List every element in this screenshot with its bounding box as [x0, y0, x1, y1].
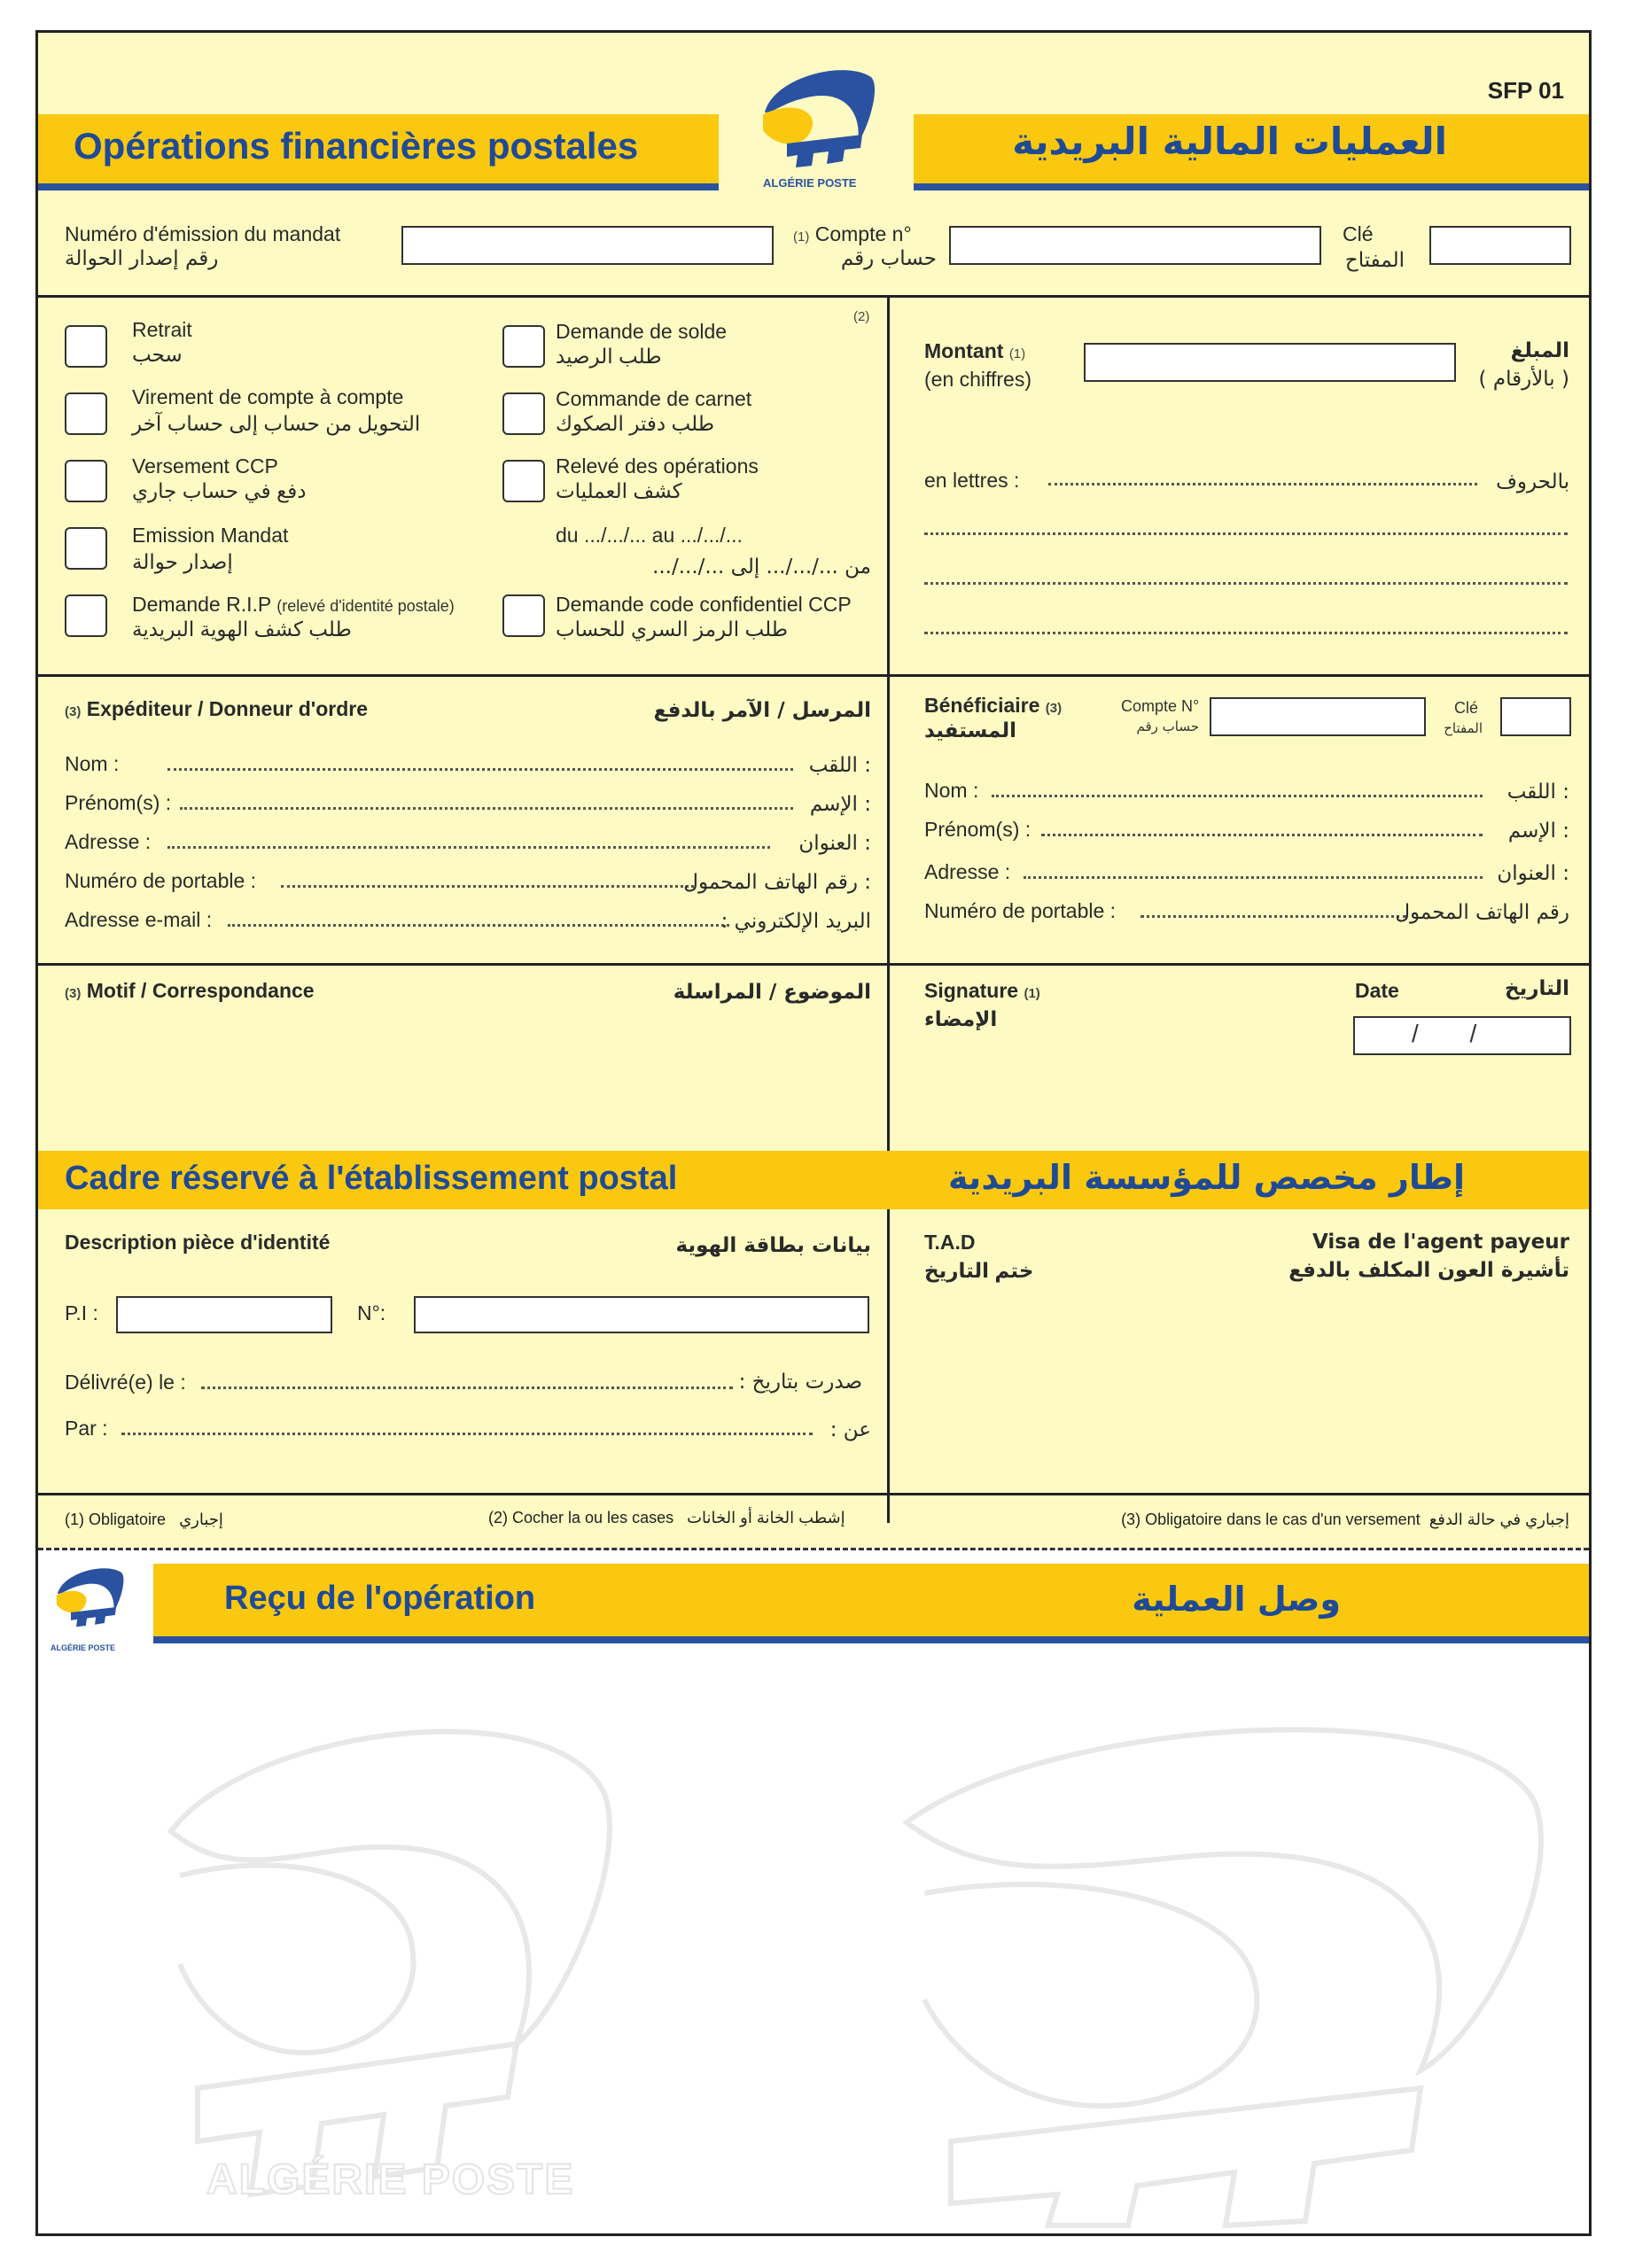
checkbox-releve[interactable]: [502, 460, 545, 502]
tad-label-ar: ختم التاريخ: [924, 1259, 1034, 1282]
divider-footnotes: [38, 1493, 1589, 1495]
op-carnet-fr: Commande de carnet: [556, 387, 752, 410]
watermark-text: ALGÉRIE POSTE: [206, 2156, 575, 2203]
lettres-label-ar: بالحروف: [1496, 470, 1569, 493]
exp-adresse-line[interactable]: [167, 846, 770, 849]
op-releve-fr: Relevé des opérations: [556, 454, 759, 478]
watermark-logo-left: [144, 1672, 641, 2221]
compte-label-ar: حساب رقم: [840, 247, 937, 270]
checkbox-code[interactable]: [502, 594, 545, 637]
exp-email-line[interactable]: [228, 924, 729, 927]
exp-portable-fr: Numéro de portable :: [65, 869, 257, 892]
op-carnet-ar: طلب دفتر الصكوك: [556, 412, 715, 435]
ben-nom-line[interactable]: [992, 795, 1483, 797]
divider-row1: [38, 295, 1589, 298]
divider-row3: [38, 963, 1589, 966]
tear-line: [38, 1548, 1589, 1550]
ben-prenom-ar: : الإسم: [1507, 819, 1569, 843]
period-fr: du .../.../... au .../.../...: [556, 524, 743, 547]
op-code-fr: Demande code confidentiel CCP: [556, 593, 852, 616]
recu-band-underline: [153, 1636, 1589, 1643]
exp-portable-line[interactable]: [281, 885, 694, 888]
montant-input[interactable]: [1084, 343, 1456, 382]
ben-nom-ar: : اللقب: [1506, 781, 1569, 804]
op-versement-ar: دفع في حساب جاري: [132, 479, 307, 502]
visa-label-ar: تأشيرة العون المكلف بالدفع: [1288, 1259, 1569, 1282]
lettres-line-3[interactable]: [924, 582, 1568, 585]
montant-label-ar: المبلغ: [1510, 339, 1569, 362]
ben-prenom-fr: Prénom(s) :: [924, 818, 1031, 841]
no-input[interactable]: [414, 1296, 869, 1333]
par-line[interactable]: [121, 1433, 813, 1435]
recu-logo: [47, 1562, 136, 1659]
par-label-fr: Par :: [65, 1417, 108, 1440]
date-label-ar: التاريخ: [1505, 977, 1569, 1000]
expediteur-title-ar: المرسل / الآمر بالدفع: [653, 699, 871, 722]
small-logo-text: ALGÉRIE POSTE: [51, 1643, 116, 1652]
checkbox-emission[interactable]: [65, 527, 107, 570]
motif-area[interactable]: [56, 1016, 880, 1140]
op-versement-fr: Versement CCP: [132, 454, 278, 478]
op-solde-ar: طلب الرصيد: [556, 345, 662, 368]
ben-portable-ar: رقم الهاتف المحمول: [1395, 901, 1569, 924]
ben-adresse-ar: : العنوان: [1497, 862, 1569, 885]
exp-adresse-ar: : العنوان: [798, 832, 871, 855]
title-fr: Opérations financières postales: [74, 125, 639, 167]
visa-area[interactable]: [915, 1300, 1571, 1512]
exp-email-fr: Adresse e-mail :: [65, 908, 213, 931]
exp-portable-ar: : رقم الهاتف المحمول: [683, 871, 871, 894]
footnote-1: (1) Obligatoire إجباري: [65, 1511, 223, 1528]
checkbox-retrait[interactable]: [65, 325, 107, 368]
no-label: N°:: [357, 1301, 386, 1324]
lettres-label-fr: en lettres :: [924, 469, 1020, 492]
cadre-title-fr: Cadre réservé à l'établissement postal: [65, 1160, 678, 1197]
recu-title-fr: Reçu de l'opération: [224, 1580, 536, 1617]
exp-prenom-fr: Prénom(s) :: [65, 791, 172, 814]
exp-nom-line[interactable]: [167, 768, 793, 771]
logo-icon: [747, 59, 880, 192]
op-rip-fr: Demande R.I.P (relevé d'identité postale): [132, 593, 455, 616]
par-label-ar: عن :: [829, 1418, 871, 1441]
motif-title-ar: الموضوع / المراسلة: [673, 981, 871, 1004]
ben-nom-fr: Nom :: [924, 779, 979, 802]
delivre-label-ar: صدرت بتاريخ :: [738, 1371, 862, 1394]
op-code-ar: طلب الرمز السري للحساب: [556, 617, 789, 641]
logo-text: ALGÉRIE POSTE: [763, 176, 857, 190]
op-virement-ar: التحويل من حساب إلى حساب آخر: [132, 412, 421, 435]
op-emission-ar: إصدار حوالة: [132, 550, 233, 573]
beneficiaire-title-fr: Bénéficiaire (3): [924, 694, 1063, 717]
checkbox-rip[interactable]: [65, 594, 107, 637]
recu-title-ar: وصل العملية: [1132, 1580, 1341, 1619]
watermark-logo-right: [871, 1681, 1580, 2230]
exp-adresse-fr: Adresse :: [65, 830, 152, 853]
cle-label-fr: Clé: [1343, 222, 1374, 245]
checkbox-versement[interactable]: [65, 460, 107, 502]
pi-input[interactable]: [116, 1296, 332, 1333]
exp-nom-ar: : اللقب: [808, 754, 871, 777]
motif-title-fr: (3) Motif / Correspondance: [65, 979, 315, 1002]
date-value: / /: [1412, 1020, 1477, 1047]
lettres-line-4[interactable]: [924, 632, 1568, 634]
postal-form: [35, 30, 1592, 2236]
signature-title-ar: الإمضاء: [924, 1007, 998, 1030]
compte-label-fr: (1) Compte n°: [793, 222, 912, 245]
mandat-number-input[interactable]: [401, 226, 774, 265]
ben-portable-fr: Numéro de portable :: [924, 899, 1117, 922]
montant-label-fr2: (en chiffres): [924, 368, 1032, 391]
checkbox-carnet[interactable]: [502, 392, 545, 435]
expediteur-title-fr: (3) Expéditeur / Donneur d'ordre: [65, 697, 369, 720]
op-virement-fr: Virement de compte à compte: [132, 385, 404, 408]
checkbox-solde[interactable]: [502, 325, 545, 368]
op-retrait-ar: سحب: [132, 343, 183, 366]
period-ar: من .../.../... إلى .../.../...: [652, 555, 871, 579]
cle-input[interactable]: [1429, 226, 1571, 265]
ben-cle-ar: المفتاح: [1444, 720, 1483, 736]
ben-compte-fr: Compte N°: [1121, 697, 1200, 715]
divider-center: [887, 295, 890, 1190]
title-band-right-underline: [914, 183, 1589, 190]
ben-compte-input[interactable]: [1210, 697, 1426, 736]
exp-prenom-line[interactable]: [180, 807, 793, 810]
title-band-left-underline: [38, 183, 719, 190]
lettres-line-1[interactable]: [1048, 483, 1477, 485]
beneficiaire-title-ar: المستفيد: [924, 718, 1016, 742]
op-solde-fr: Demande de solde: [556, 320, 728, 343]
exp-prenom-ar: : الإسم: [809, 793, 871, 816]
ben-portable-line[interactable]: [1140, 915, 1406, 918]
form-code: SFP 01: [1487, 77, 1564, 104]
op-emission-fr: Emission Mandat: [132, 524, 289, 547]
algerie-poste-logo: [747, 59, 880, 192]
tad-label-fr: T.A.D: [924, 1231, 976, 1254]
ben-prenom-line[interactable]: [1041, 834, 1483, 836]
cle-label-ar: المفتاح: [1344, 249, 1405, 272]
small-logo-icon: [47, 1562, 127, 1642]
divider-center-2: [887, 1209, 890, 1523]
date-label-fr: Date: [1355, 979, 1399, 1002]
compte-number-input[interactable]: [949, 226, 1321, 265]
montant-label-ar2: ( بالأرقام ): [1478, 368, 1569, 391]
pi-label: P.I :: [65, 1301, 98, 1324]
signature-title-fr: Signature (1): [924, 979, 1040, 1002]
footnote-3: (3) Obligatoire dans le cas d'un versement إجباري في حالة الدفع: [1121, 1511, 1569, 1528]
visa-label-fr: Visa de l'agent payeur: [1312, 1231, 1569, 1254]
divider-row2: [38, 674, 1589, 677]
op-releve-ar: كشف العمليات: [556, 479, 682, 502]
desc-label-ar: بيانات بطاقة الهوية: [675, 1234, 871, 1257]
signature-area[interactable]: [915, 1043, 1341, 1140]
ben-adresse-fr: Adresse :: [924, 860, 1011, 883]
desc-label-fr: Description pièce d'identité: [65, 1231, 331, 1254]
exp-nom-fr: Nom :: [65, 752, 120, 775]
exp-email-ar: البريد الإلكتروني :: [720, 910, 871, 933]
op-retrait-fr: Retrait: [132, 318, 192, 341]
ben-cle-input[interactable]: [1500, 697, 1571, 736]
montant-label-fr: Montant (1): [924, 339, 1026, 362]
cadre-title-ar: إطار مخصص للمؤسسة البريدية: [948, 1158, 1465, 1197]
mandat-label-ar: رقم إصدار الحوالة: [65, 247, 219, 270]
footnote-2: (2) Cocher la ou les cases إشطب الخانة أو الخانات: [488, 1509, 845, 1526]
operations-note: (2): [853, 309, 870, 324]
checkbox-virement[interactable]: [65, 392, 107, 435]
mandat-label-fr: Numéro d'émission du mandat: [65, 222, 341, 245]
op-rip-ar: طلب كشف الهوية البريدية: [132, 617, 352, 641]
title-ar: العمليات المالية البريدية: [1012, 120, 1447, 163]
lettres-line-2[interactable]: [924, 532, 1568, 535]
delivre-line[interactable]: [201, 1386, 733, 1389]
ben-cle-fr: Clé: [1454, 699, 1479, 717]
ben-adresse-line[interactable]: [1024, 876, 1483, 879]
delivre-label-fr: Délivré(e) le :: [65, 1371, 186, 1394]
ben-compte-ar: حساب رقم: [1136, 718, 1199, 734]
